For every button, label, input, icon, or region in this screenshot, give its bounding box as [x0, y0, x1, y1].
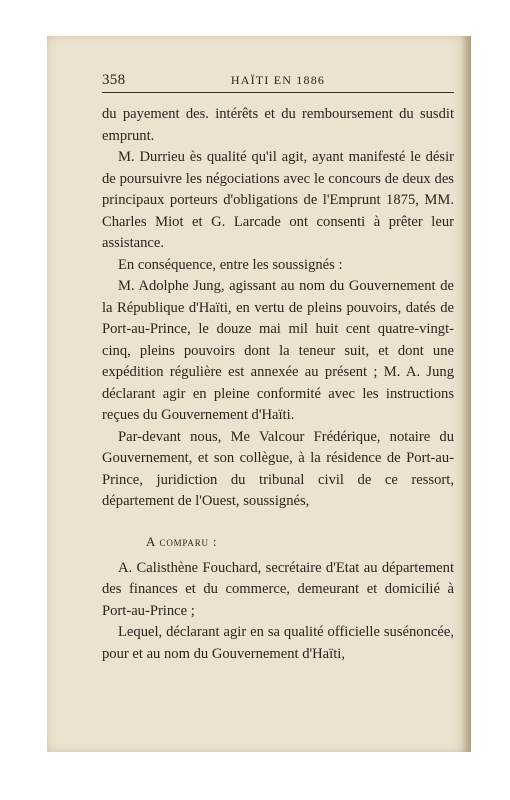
paragraph-durrieu: M. Durrieu ès qualité qu'il agit, ayant manifesté le désir de poursuivre les négociations avec le concours de deux des principaux porteurs d'obligations de l'Emprunt 1875, MM. Charles Miot et G. Larcade ont consenti à prêter leur assistance.: [102, 149, 454, 251]
page-body: [102, 104, 454, 665]
paragraph-notaire: Par-devant nous, Me Valcour Frédérique, notaire du Gouvernement, et son collègue, à la résidence de Port-au-Prince, juridiction du tribunal civil de ce ressort, département de l'Ouest, soussignés,: [102, 428, 454, 509]
paragraph-continuation: du payement des. intérêts et du remboursement du susdit emprunt.: [102, 106, 454, 144]
paragraph-jung: M. Adolphe Jung, agissant au nom du Gouvernement de la République d'Haïti, en vertu de pleins pouvoirs, datés de Port-au-Prince, le douze mai mil huit cent quatre-vingt-cinq, pleins pouvoirs dont la teneur suit, et dont une expédition régulière est annexée au présent ; M. A. Jung déclarant agir en pleine conformité avec les instructions reçues du Gouvernement d'Haïti.: [102, 278, 454, 423]
paragraph-fouchard: A. Calisthène Fouchard, secrétaire d'Etat au département des finances et du commerce, demeurant et domicilié à Port-au-Prince ;: [102, 559, 454, 619]
paragraph-lequel: Lequel, déclarant agir en sa qualité officielle susénoncée, pour et au nom du Gouvernement d'Haïti,: [102, 624, 454, 662]
section-heading: A comparu :: [146, 533, 218, 549]
page-header: [102, 70, 454, 93]
running-title: HAÏTI EN 1886: [230, 73, 326, 87]
paragraph-consequence: En conséquence, entre les soussignés :: [118, 256, 343, 273]
page-number: 358: [102, 72, 126, 88]
